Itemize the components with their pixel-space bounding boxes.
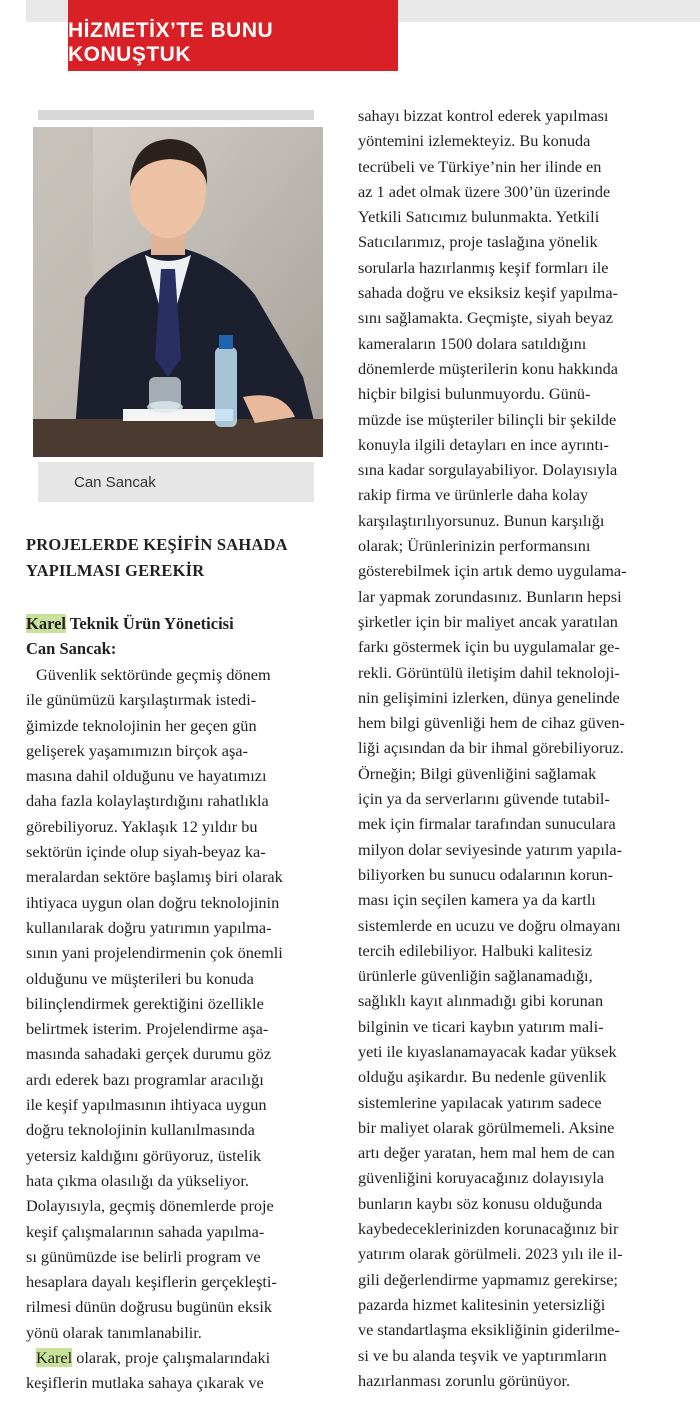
text-line: masında sahadaki gerçek durumu göz [26, 1044, 272, 1064]
text-line: keşiflerin mutlaka sahaya çıkarak ve [26, 1373, 264, 1393]
text-line: rekli. Görüntülü iletişim dahil teknoloji- [358, 662, 620, 682]
text-line: keşif çalışmalarının sahada yapılma- [26, 1221, 265, 1241]
text-line: konuyla ilgili detayları en ince ayrıntı- [358, 434, 609, 454]
text-line: belirtmek isterim. Projelendirme aşa- [26, 1019, 269, 1039]
text-line: sı günümüzde ise belirli program ve [26, 1246, 261, 1266]
portrait-illustration [33, 127, 323, 457]
text-line: Örneğin; Bilgi güvenliğini sağlamak [358, 763, 597, 783]
text-line: için ya da serverlarını güvende tutabil- [358, 789, 610, 809]
text-line: Dolayısıyla, geçmiş dönemlerde proje [26, 1196, 274, 1216]
text-line: kullanılarak doğru yatırımın yapılma- [26, 917, 272, 937]
text-line: müzde ise müşteriler bilinçli bir şekilde [358, 409, 617, 429]
headline-line: PROJELERDE KEŞİFİN SAHADA [26, 535, 288, 554]
text-line: Satıcılarımız, proje taslağına yönelik [358, 232, 598, 252]
text-line: gili değerlendirme yapmamız gerekirse; [358, 1269, 618, 1289]
text-line: Yetkili Satıcımız bulunmakta. Yetkili [358, 207, 600, 227]
text-line: si ve bu alanda teşvik ve yaptırımların [358, 1345, 607, 1365]
photo-caption [38, 462, 314, 502]
text-line: sorularla hazırlanmış keşif formları ile [358, 257, 609, 277]
text-line: lar yapmak zorundasınız. Bunların hepsi [358, 586, 622, 606]
text-line: tercih edilebiliyor. Halbuki kalitesiz [358, 940, 593, 960]
section-title: HİZMETİX’TE BUNU KONUŞTUK [68, 18, 274, 66]
text-line: ile günümüzü karşılaştırmak istedi- [26, 690, 257, 710]
text-line: hata çıkma olasılığı da yükseliyor. [26, 1170, 249, 1190]
interviewee-byline [26, 611, 326, 661]
text-line: ması için seçilen kamera ya da kartlı [358, 890, 596, 910]
text-line: gelişerek yaşamımızın birçok aşa- [26, 740, 248, 760]
text-line: karşılaştırılıyorsunuz. Bunun karşılığı [358, 510, 605, 530]
text-line: ve standartlaşma eksikliğinin giderilme- [358, 1320, 620, 1340]
text-line: milyon dolar seviyesinde yatırım yapıla- [358, 839, 623, 859]
text-line: Güvenlik sektöründe geçmiş dönem [36, 665, 271, 684]
portrait-photo [33, 127, 323, 457]
text-line: ile keşif yapılmasının ihtiyaca uygun [26, 1095, 267, 1115]
text-line: yatırım olarak görülmeli. 2023 yılı ile il- [358, 1244, 623, 1264]
byline-title: Teknik Ürün Yöneticisi [66, 614, 234, 633]
text-line: pazarda hizmet kalitesinin yetersizliği [358, 1294, 606, 1314]
text-line: artı değer yaratan, hem mal hem de can [358, 1143, 615, 1163]
text-line: sahayı bizzat kontrol ederek yapılması [358, 106, 609, 125]
text-line: olarak; Ürünlerinizin performansını [358, 536, 591, 556]
text-line: mek için firmalar tarafından sunuculara [358, 814, 616, 834]
text-line: yöntemini izlemekteyiz. Bu konuda [358, 131, 591, 151]
text-line: daha fazla kolaylaştırdığını rahatlıkla [26, 791, 269, 811]
text-line: yönü olarak tanımlanabilir. [26, 1322, 202, 1342]
text-line: ğimizde teknolojinin her geçen gün [26, 715, 257, 735]
text-line: hiçbir bilgisi bulunmuyordu. Günü- [358, 384, 591, 404]
headline-line: YAPILMASI GEREKİR [26, 561, 205, 580]
text-line: az 1 adet olmak üzere 300’ün üzerinde [358, 181, 611, 201]
left-column [26, 662, 322, 1396]
text-line: yeti ile kıyaslanamayacak kadar yüksek [358, 1041, 617, 1061]
text-line: tecrübeli ve Türkiye’nin her ilinde en [358, 156, 602, 176]
text-fragment: olarak, proje çalışmalarındaki [72, 1348, 271, 1368]
article-headline [26, 532, 326, 584]
section-banner [68, 0, 398, 71]
text-line: sının yani projelendirmenin çok önemli [26, 943, 283, 963]
text-line: dönemlerde müşterilerin konu hakkında [358, 358, 618, 378]
text-line: güvenliğini koruyacağınız dolayısıyla [358, 1168, 604, 1188]
text-line: kameraların 1500 dolara satıldığını [358, 333, 587, 353]
text-line: bir maliyet olarak görülmemeli. Aksine [358, 1117, 615, 1137]
text-line: sağlıklı kayıt alınmadığı gibi korunan [358, 991, 604, 1011]
text-line: rakip firma ve ürünlerle daha kolay [358, 485, 589, 505]
text-line: sına kadar sorgulayabiliyor. Dolayısıyla [358, 460, 618, 480]
text-line: biliyorken bu sunucu odalarının korun- [358, 864, 614, 884]
photo-top-bar [38, 110, 314, 120]
byline-name: Can Sancak: [26, 639, 117, 658]
text-line: olduğu aşikardır. Bu nedenle güvenlik [358, 1067, 607, 1087]
text-line: nin gelişimini izlerken, dünya genelinde [358, 687, 620, 707]
company-highlight: Karel [36, 1348, 73, 1368]
text-line: meralardan sektöre başlamış biri olarak [26, 867, 283, 887]
text-line: farkı göstermek için bu uygulamalar ge- [358, 637, 620, 657]
text-line: sektörün içinde olup siyah-beyaz ka- [26, 842, 266, 862]
caption-text: Can Sancak [74, 473, 156, 491]
company-highlight: Karel [26, 614, 67, 633]
text-line: rilmesi dünün doğrusu bugünün eksik [26, 1297, 273, 1317]
text-line: hem bilgi güvenliği hem de cihaz güven- [358, 713, 625, 733]
right-column [358, 103, 688, 1393]
text-line: gösterebilmek için artık demo uygulama- [358, 561, 627, 581]
text-line: ürünlerle güvenliğin sağlanamadığı, [358, 966, 593, 986]
text-line: kaybedeceklerinizden korunacağınız bir [358, 1219, 619, 1239]
text-line: sını sağlamakta. Geçmişte, siyah beyaz [358, 308, 613, 328]
text-line: hesaplara dayalı keşiflerin gerçekleşti- [26, 1272, 277, 1292]
text-line [26, 1345, 322, 1370]
text-line: sistemlerde en ucuzu ve doğru olmayanı [358, 915, 621, 935]
text-line: hazırlanması zorunlu görünüyor. [358, 1370, 571, 1390]
text-line: olduğunu ve müşterileri bu konuda [26, 968, 254, 988]
text-line: doğru teknolojinin kullanılmasında [26, 1120, 255, 1140]
text-line: sahada doğru ve eksiksiz keşif yapılma- [358, 283, 618, 303]
text-line: liği açısından da bir ihmal görebiliyoruz. [358, 738, 624, 758]
text-line: ihtiyaca uygun olan doğru teknolojinin [26, 892, 280, 912]
text-line: sistemlerine yapılacak yatırım sadece [358, 1092, 602, 1112]
text-line: masına dahil olduğunu ve hayatımızı [26, 766, 267, 786]
text-line: görebiliyoruz. Yaklaşık 12 yıldır bu [26, 816, 258, 836]
text-line: şirketler için bir maliyet ancak yaratılan [358, 611, 618, 631]
text-line: bilginin ve ticari kaybın yatırım mali- [358, 1016, 604, 1036]
text-line: yetersiz kaldığını görüyoruz, üstelik [26, 1145, 262, 1165]
text-line: bunların kaybı söz konusu olduğunda [358, 1193, 603, 1213]
text-line: ardı ederek bazı programlar aracılığı [26, 1069, 264, 1089]
text-line: bilinçlendirmek gerektiğini özellikle [26, 993, 264, 1013]
